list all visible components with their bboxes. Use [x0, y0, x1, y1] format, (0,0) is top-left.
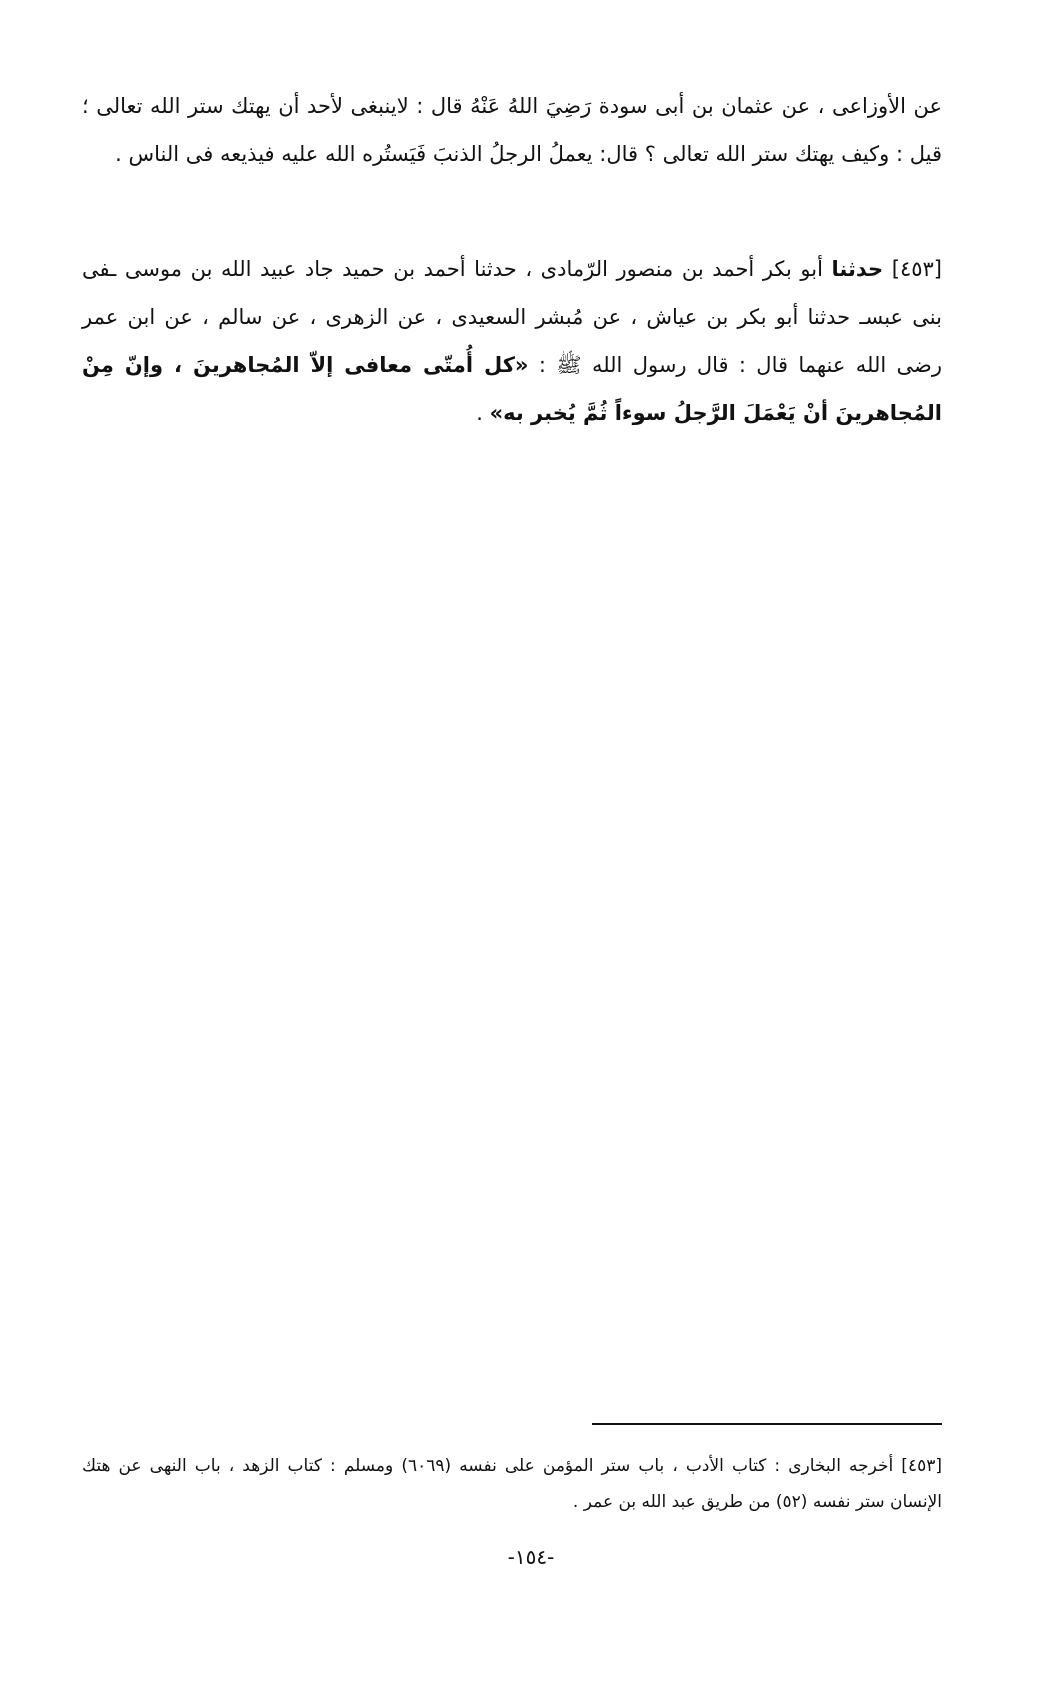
hadith-text — [82, 245, 942, 437]
footnote-text: [٤٥٣] أخرجه البخارى : كتاب الأدب ، باب ستر المؤمن على نفسه (٦٠٦٩) ومسلم : كتاب الزهد ، باب النهى عن هتك الإنسان ستر نفسه (٥٢) من طريق عبد الله بن عمر . — [82, 1456, 942, 1512]
hadith-lead-word: حدثنا — [831, 257, 884, 281]
paragraph-athar — [82, 82, 942, 178]
footnote-divider — [592, 1423, 942, 1425]
hadith-end: . — [476, 401, 483, 425]
paragraph-athar-text: عن الأوزاعى ، عن عثمان بن أبى سودة رَضِيَ اللهُ عَنْهُ قال : لاينبغى لأحد أن يهتك ستر الله تعالى ؛ قيل : وكيف يهتك ستر الله تعالى ؟ قال: يعملُ الرجلُ الذنبَ فَيَستُره الله عليه فيذيعه فى الناس . — [82, 94, 942, 166]
paragraph-hadith — [82, 245, 942, 437]
page-number: -١٥٤- — [507, 1545, 555, 1569]
hadith-matn: «كل أُمتّى معافى إلاّ المُجاهرينَ ، وإنّ مِنْ المُجاهرينَ أنْ يَعْمَلَ الرَّجلُ سوءاً ثُمَّ يُخبر به» — [82, 353, 942, 425]
hadith-ref-number: [٤٥٣] — [891, 257, 942, 281]
hadith-isnad: أبو بكر أحمد بن منصور الرّمادى ، حدثنا أحمد بن حميد جاد عبيد الله بن موسى ـفى بنى عبسـ حدثنا أبو بكر بن عياش ، عن مُبشر السعيدى ، عن الزهرى ، عن سالم ، عن ابن عمر رضى الله عنهما قال : قال رسول الله ﷺ : — [82, 257, 942, 377]
